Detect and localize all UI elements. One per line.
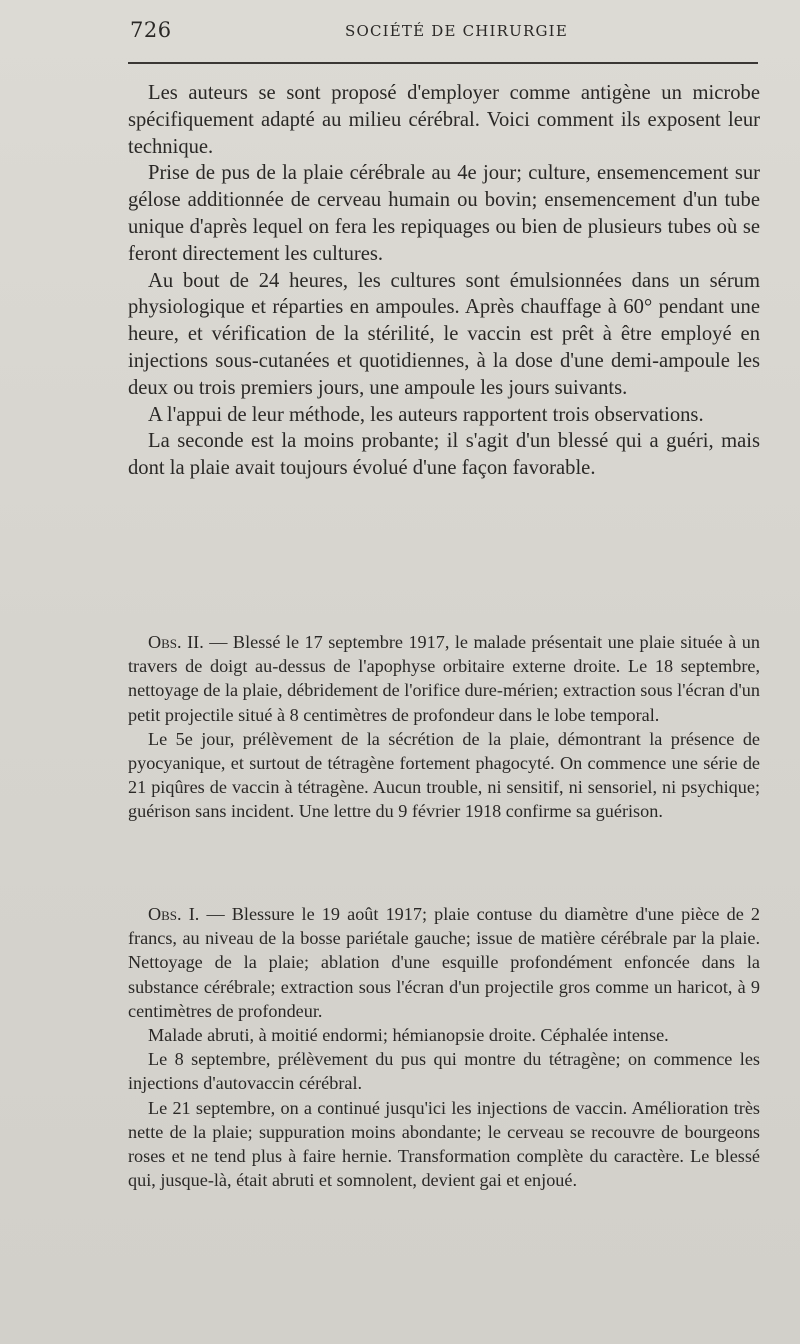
main-text [128, 80, 760, 482]
observation-paragraph [128, 902, 760, 1023]
paragraph: A l'appui de leur méthode, les auteurs rapportent trois observations. [148, 403, 704, 426]
observation-paragraph [128, 630, 760, 727]
observation-paragraph: Le 21 septembre, on a continué jusqu'ici les injections de vaccin. Amélioration très nette de la plaie; suppuration moins abondante; le cerveau se recouvre de bourgeons roses et ne tend plus à faire hernie. Transformation complète du caractère. Le blessé qui, jusque-là, était abruti et somnolent, devient gai et enjoué. [128, 1097, 760, 1191]
observation-text: — Blessure le 19 août 1917; plaie contuse du diamètre d'une pièce de 2 francs, au niveau de la bosse pariétale gauche; issue de matière cérébrale par la plaie. Nettoyage de la plaie; ablation d'une esquille profondément enfoncée dans la substance cérébrale; extraction sous l'écran d'un projectile gros comme un haricot, à 9 centimètres de profondeur. [128, 904, 761, 1021]
observation-paragraph: Le 8 septembre, prélèvement du pus qui montre du tétragène; on commence les injections d'autovaccin cérébral. [128, 1049, 760, 1094]
paragraph: Au bout de 24 heures, les cultures sont émulsionnées dans un sérum physiologique et réparties en ampoules. Après chauffage à 60° pendant une heure, et vérification de la stérilité, le vaccin est prêt à être employé en injections sous-cutanées et quotidiennes, à la dose d'une demi-ampoule les deux ou trois premiers jours, une ampoule les jours suivants. [128, 269, 760, 399]
header-rule [128, 62, 758, 64]
observation-text: — Blessé le 17 septembre 1917, le malade présentait une plaie située à un travers de doigt au-dessus de l'apophyse orbitaire externe droite. Le 18 septembre, nettoyage de la plaie, débridement de l'orifice dure-mérien; extraction sous l'écran d'un petit projectile situé à 8 centimètres de profondeur dans le lobe temporal. [128, 632, 760, 725]
observation-paragraph: Le 5e jour, prélèvement de la sécrétion de la plaie, démontrant la présence de pyocyanique, et surtout de tétragène fortement phagocyté. On commence une série de 21 piqûres de vaccin à tétragène. Aucun trouble, ni sensitif, ni sensoriel, ni psychique; guérison sans incident. Une lettre du 9 février 1918 confirme sa guérison. [128, 728, 760, 822]
observation-label: Obs. I. [148, 904, 200, 924]
paragraph: La seconde est la moins probante; il s'agit d'un blessé qui a guéri, mais dont la plaie avait toujours évolué d'une façon favorable. [128, 430, 760, 480]
observation-label: Obs. II. [148, 632, 204, 652]
running-title: SOCIÉTÉ DE CHIRURGIE [345, 22, 568, 40]
observation-1 [128, 902, 760, 1192]
observation-2 [128, 630, 760, 824]
paragraph: Les auteurs se sont proposé d'employer comme antigène un microbe spécifiquement adapté au milieu cérébral. Voici comment ils exposent leur technique. [128, 82, 760, 158]
observation-paragraph: Malade abruti, à moitié endormi; hémianopsie droite. Céphalée intense. [148, 1025, 669, 1046]
page-header [130, 18, 760, 48]
paragraph: Prise de pus de la plaie cérébrale au 4e jour; culture, ensemencement sur gélose additionnée de cerveau humain ou bovin; ensemencement d'un tube unique d'après lequel on fera les repiquages ou bien de plusieurs tubes où se feront directement les cultures. [128, 162, 760, 265]
page-number: 726 [130, 18, 172, 42]
